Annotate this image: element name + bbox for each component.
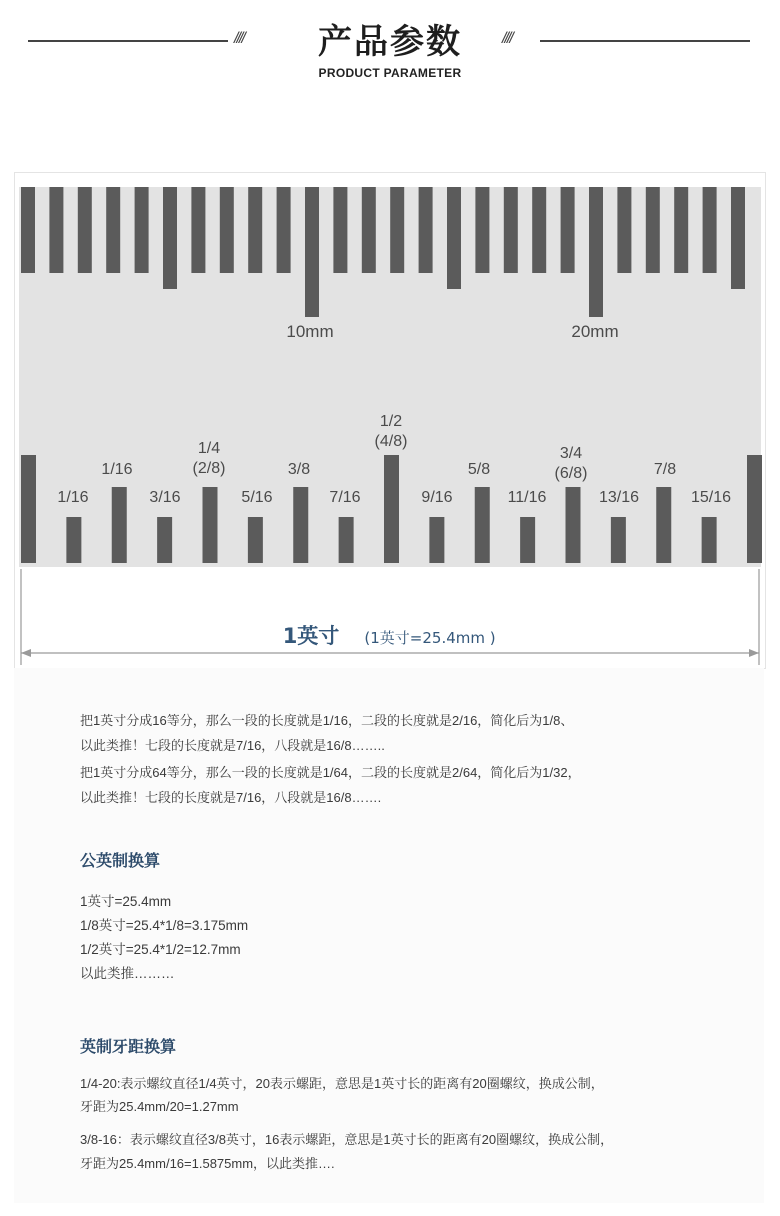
- label-3-4: 3/4: [559, 445, 583, 462]
- mm-tick: [248, 187, 262, 273]
- inch-tick: [611, 517, 626, 563]
- label-9-16: 9/16: [421, 489, 453, 506]
- mm-tick: [703, 187, 717, 273]
- label-5-8: 5/8: [467, 461, 491, 478]
- label-13-16: 13/16: [598, 489, 640, 506]
- dimension-arrow-right: [749, 649, 759, 657]
- mm-label-10: 10mm: [286, 322, 334, 341]
- mm-tick: [78, 187, 92, 273]
- label-1-16: 1/16: [57, 489, 89, 506]
- thread-line-1: 1/4-20:表示螺纹直径1/4英寸，20表示螺距，意思是1英寸长的距离有20圈螺纹，换成公制，: [80, 1076, 604, 1091]
- intro-line-3: 把1英寸分成64等分，那么一段的长度就是1/64，二段的长度就是2/64，简化后为1/32，: [80, 765, 581, 780]
- inch-tick: [384, 455, 399, 563]
- mm-tick: [163, 187, 177, 289]
- mm-tick: [305, 187, 319, 317]
- label-5-16: 5/16: [241, 489, 273, 506]
- mm-tick: [49, 187, 63, 273]
- mm-tick: [191, 187, 205, 273]
- header-right-line: [540, 40, 750, 42]
- inch-tick: [293, 487, 308, 563]
- metric-section-title: 公英制换算: [80, 853, 161, 870]
- mm-tick: [362, 187, 376, 273]
- inch-label-note: (1英寸=25.4mm ): [364, 629, 496, 647]
- mm-tick: [106, 187, 120, 273]
- mm-tick: [419, 187, 433, 273]
- mm-tick: [561, 187, 575, 273]
- intro-line-4: 以此类推！七段的长度就是7/16，八段就是16/8…….: [80, 790, 382, 805]
- inch-tick: [747, 455, 762, 563]
- inch-tick: [520, 517, 535, 563]
- inch-tick: [702, 517, 717, 563]
- label-7-8: 7/8: [653, 461, 677, 478]
- ruler-svg: [15, 173, 765, 668]
- inch-tick: [112, 487, 127, 563]
- ruler-illustration: [14, 172, 766, 669]
- intro-line-2: 以此类推！七段的长度就是7/16，八段就是16/8……..: [80, 738, 385, 753]
- inch-tick: [339, 517, 354, 563]
- header-left-slashes: ////: [234, 30, 244, 47]
- metric-line-1: 1英寸=25.4mm: [80, 894, 172, 909]
- mm-tick: [617, 187, 631, 273]
- inch-tick: [475, 487, 490, 563]
- mm-tick: [646, 187, 660, 273]
- thread-line-3: 3/8-16：表示螺纹直径3/8英寸，16表示螺距，意思是1英寸长的距离有20圈螺纹，换成公制，: [80, 1132, 614, 1147]
- mm-tick: [731, 187, 745, 289]
- inch-tick: [157, 517, 172, 563]
- inch-tick: [656, 487, 671, 563]
- mm-tick: [390, 187, 404, 273]
- thread-section-title: 英制牙距换算: [80, 1039, 177, 1056]
- inch-tick: [21, 455, 36, 563]
- mm-tick: [135, 187, 149, 273]
- inch-label-main: 1英寸: [282, 624, 340, 648]
- mm-tick: [532, 187, 546, 273]
- page-title: 产品参数: [318, 22, 462, 62]
- mm-tick: [447, 187, 461, 289]
- mm-label-20: 20mm: [571, 322, 619, 341]
- mm-tick: [220, 187, 234, 273]
- label-2-8: (2/8): [192, 460, 226, 477]
- inch-tick: [248, 517, 263, 563]
- label-3-16: 3/16: [149, 489, 181, 506]
- mm-tick: [504, 187, 518, 273]
- mm-tick: [333, 187, 347, 273]
- header-right-slashes: ////: [502, 30, 512, 47]
- inch-tick: [203, 487, 218, 563]
- mm-tick: [674, 187, 688, 273]
- label-1-8: 1/16: [101, 461, 133, 478]
- explanation-section: [14, 668, 764, 1203]
- label-1-4: 1/4: [197, 440, 221, 457]
- page-subtitle: PRODUCT PARAMETER: [318, 66, 462, 80]
- inch-tick: [429, 517, 444, 563]
- mm-tick: [21, 187, 35, 273]
- metric-line-3: 1/2英寸=25.4*1/2=12.7mm: [80, 942, 241, 957]
- mm-tick: [475, 187, 489, 273]
- intro-line-1: 把1英寸分成16等分，那么一段的长度就是1/16，二段的长度就是2/16，简化后为1/8、: [80, 713, 574, 728]
- inch-tick: [566, 487, 581, 563]
- page-header: [0, 0, 780, 110]
- label-3-8: 3/8: [287, 461, 311, 478]
- label-11-16: 11/16: [507, 489, 547, 506]
- label-7-16: 7/16: [329, 489, 361, 506]
- label-1-2: 1/2: [379, 413, 403, 430]
- dimension-arrow-left: [21, 649, 31, 657]
- metric-line-4: 以此类推………: [80, 966, 175, 981]
- metric-line-2: 1/8英寸=25.4*1/8=3.175mm: [80, 918, 249, 933]
- inch-tick: [66, 517, 81, 563]
- label-4-8: (4/8): [374, 433, 408, 450]
- mm-tick: [589, 187, 603, 317]
- thread-line-2: 牙距为25.4mm/20=1.27mm: [80, 1099, 239, 1114]
- label-15-16: 15/16: [690, 489, 732, 506]
- thread-line-4: 牙距为25.4mm/16=1.5875mm，以此类推….: [80, 1156, 335, 1171]
- mm-tick: [277, 187, 291, 273]
- label-6-8: (6/8): [554, 465, 588, 482]
